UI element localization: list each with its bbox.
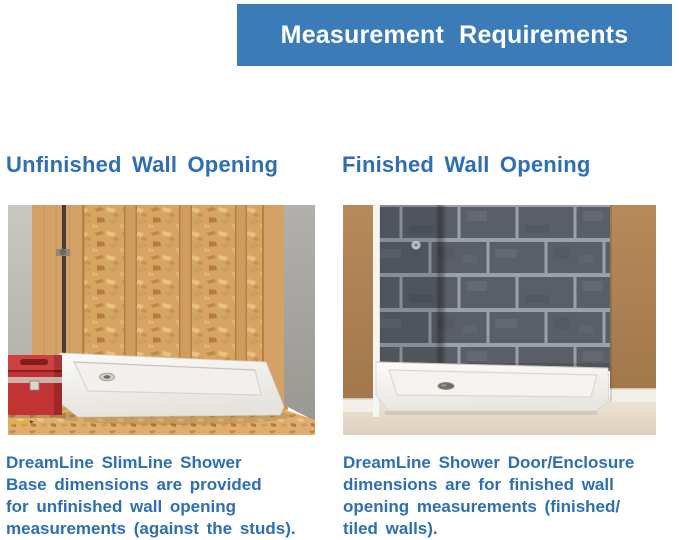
shower-base [376, 362, 609, 415]
finished-wall-heading: Finished Wall Opening [342, 152, 591, 177]
unfinished-wall-description [6, 452, 341, 540]
header-title: Measurement Requirements [280, 20, 629, 49]
description-line: DreamLine Shower Door/Enclosure [343, 453, 635, 472]
toolbox [8, 355, 66, 418]
shower-base [58, 353, 284, 417]
shower-valve [412, 241, 421, 250]
description-line: opening measurements (finished/ [343, 497, 621, 516]
unfinished-wall-photo [8, 205, 315, 435]
header-banner [237, 4, 672, 66]
description-line: dimensions are for finished wall [343, 475, 614, 494]
tan-wall-right [610, 205, 656, 402]
finished-wall-description [343, 452, 678, 540]
unfinished-wall-heading: Unfinished Wall Opening [6, 152, 279, 177]
tile-wall [380, 205, 610, 371]
description-line: for unfinished wall opening [6, 497, 236, 516]
finished-wall-photo [343, 205, 656, 435]
gray-wall-right [284, 205, 315, 421]
description-line: tiled walls). [343, 519, 438, 538]
description-line: Base dimensions are provided [6, 475, 262, 494]
tan-wall-left [343, 205, 373, 412]
description-line: DreamLine SlimLine Shower [6, 453, 242, 472]
description-line: measurements (against the studs). [6, 519, 296, 538]
